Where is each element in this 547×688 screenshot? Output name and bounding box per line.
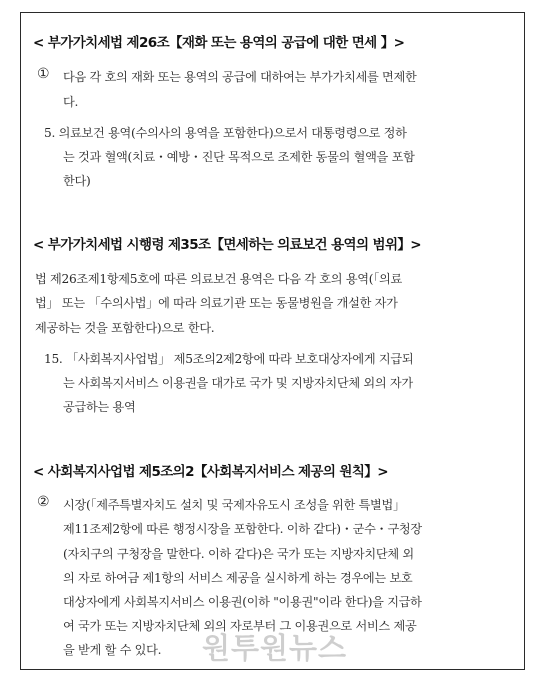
text-line: 을 받게 할 수 있다. bbox=[63, 643, 162, 657]
text-line: 15. 「사회복지사업법」 제5조의2제2항에 따라 보호대상자에게 지급되 bbox=[44, 352, 414, 366]
paragraph-marker-2: ② bbox=[37, 494, 50, 510]
text-line: 공급하는 용역 bbox=[63, 400, 136, 414]
text-line: 다. bbox=[63, 95, 79, 109]
text-line: 여 국가 또는 지방자치단체 외의 자로부터 그 이용권으로 서비스 제공 bbox=[63, 619, 417, 633]
text-line: 는 것과 혈액(치료・예방・진단 목적으로 조제한 동물의 혈액을 포함 bbox=[63, 150, 415, 164]
text-line: (자치구의 구청장을 말한다. 이하 같다)은 국가 또는 지방자치단체 외 bbox=[63, 547, 414, 561]
text-line: 대상자에게 사회복지서비스 이용권(이하 "이용권"이라 한다)을 지급하 bbox=[63, 595, 422, 609]
text-line: 는 사회복지서비스 이용권을 대가로 국가 및 지방자치단체 외의 자가 bbox=[63, 376, 413, 390]
text-line: 의 자로 하여금 제1항의 서비스 제공을 실시하게 하는 경우에는 보호 bbox=[63, 571, 413, 585]
section-heading-social-welfare-act: < 사회복지사업법 제5조의2【사회복지서비스 제공의 원칙】> bbox=[33, 464, 388, 480]
text-line: 한다) bbox=[63, 174, 91, 188]
text-line: 제11조제2항에 따른 행정시장을 포함한다. 이하 같다)・군수・구청장 bbox=[63, 522, 422, 536]
news-watermark: 원투원뉴스 bbox=[202, 631, 348, 665]
text-line: 시장(「제주특별자치도 설치 및 국제자유도시 조성을 위한 특별법」 bbox=[63, 498, 405, 512]
paragraph-marker-1: ① bbox=[37, 66, 50, 82]
text-line: 법」 또는 「수의사법」에 따라 의료기관 또는 동물병원을 개설한 자가 bbox=[35, 296, 398, 310]
section-heading-vat-act-26: < 부가가치세법 제26조【재화 또는 용역의 공급에 대한 면세 】> bbox=[33, 35, 405, 51]
text-line: 제공하는 것을 포함한다)으로 한다. bbox=[35, 321, 215, 335]
text-line: 법 제26조제1항제5호에 따른 의료보건 용역은 다음 각 호의 용역(「의료 bbox=[35, 272, 402, 286]
text-line: 다음 각 호의 재화 또는 용역의 공급에 대하여는 부가가치세를 면제한 bbox=[63, 70, 417, 84]
text-line: 5. 의료보건 용역(수의사의 용역을 포함한다)으로서 대통령령으로 정하 bbox=[44, 126, 407, 140]
section-heading-vat-decree-35: < 부가가치세법 시행령 제35조【면세하는 의료보건 용역의 범위】> bbox=[33, 237, 421, 253]
